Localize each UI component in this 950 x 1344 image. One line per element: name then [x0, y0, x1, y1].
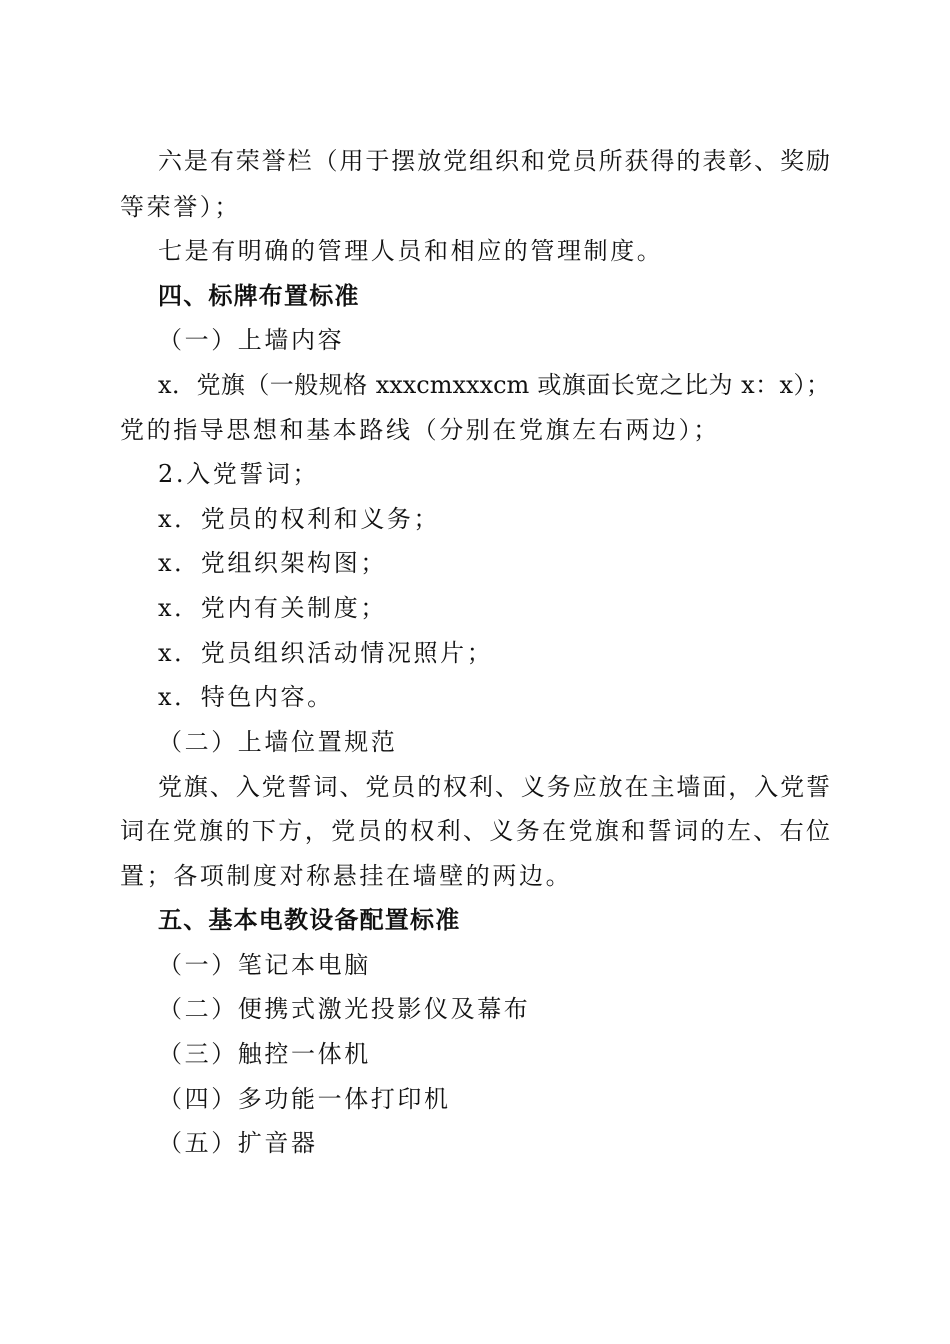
- section-heading-5: 五、基本电教设备配置标准: [158, 906, 461, 934]
- paragraph-honor-board-line-2: 等荣誉）；: [120, 193, 241, 221]
- list-item-org-chart: x．党组织架构图；: [158, 549, 387, 577]
- paragraph-position-line-2: 词在党旗的下方，党员的权利、义务在党旗和誓词的左、右位: [120, 817, 830, 845]
- list-item-guiding-thought: 党的指导思想和基本路线（分别在党旗左右两边）；: [120, 416, 720, 444]
- list-item-rights-duties: x．党员的权利和义务；: [158, 505, 441, 533]
- paragraph-position-line-3: 置；各项制度对称悬挂在墙壁的两边。: [120, 862, 573, 890]
- equipment-item-amplifier: （五）扩音器: [158, 1129, 318, 1157]
- subsection-heading-wall-position: （二）上墙位置规范: [158, 728, 398, 756]
- equipment-item-touch-display: （三）触控一体机: [158, 1040, 371, 1068]
- paragraph-position-line-1: 党旗、入党誓词、党员的权利、义务应放在主墙面，入党誓: [158, 773, 830, 801]
- list-item-activity-photos: x．党员组织活动情况照片；: [158, 639, 494, 667]
- paragraph-management-staff: 七是有明确的管理人员和相应的管理制度。: [158, 237, 664, 265]
- equipment-item-printer: （四）多功能一体打印机: [158, 1085, 451, 1113]
- subsection-heading-wall-content: （一）上墙内容: [158, 326, 345, 354]
- equipment-item-laptop: （一）笔记本电脑: [158, 951, 371, 979]
- list-item-oath: 2.入党誓词；: [158, 460, 320, 488]
- paragraph-honor-board-line-1: 六是有荣誉栏（用于摆放党组织和党员所获得的表彰、奖励: [158, 147, 830, 175]
- section-heading-4: 四、标牌布置标准: [158, 282, 360, 310]
- equipment-item-projector: （二）便携式激光投影仪及幕布: [158, 995, 531, 1023]
- list-item-featured-content: x．特色内容。: [158, 683, 334, 711]
- list-item-rules: x．党内有关制度；: [158, 594, 387, 622]
- list-item-party-flag: x．党旗（一般规格 xxxcmxxxcm 或旗面长宽之比为 x：x）；: [158, 371, 830, 399]
